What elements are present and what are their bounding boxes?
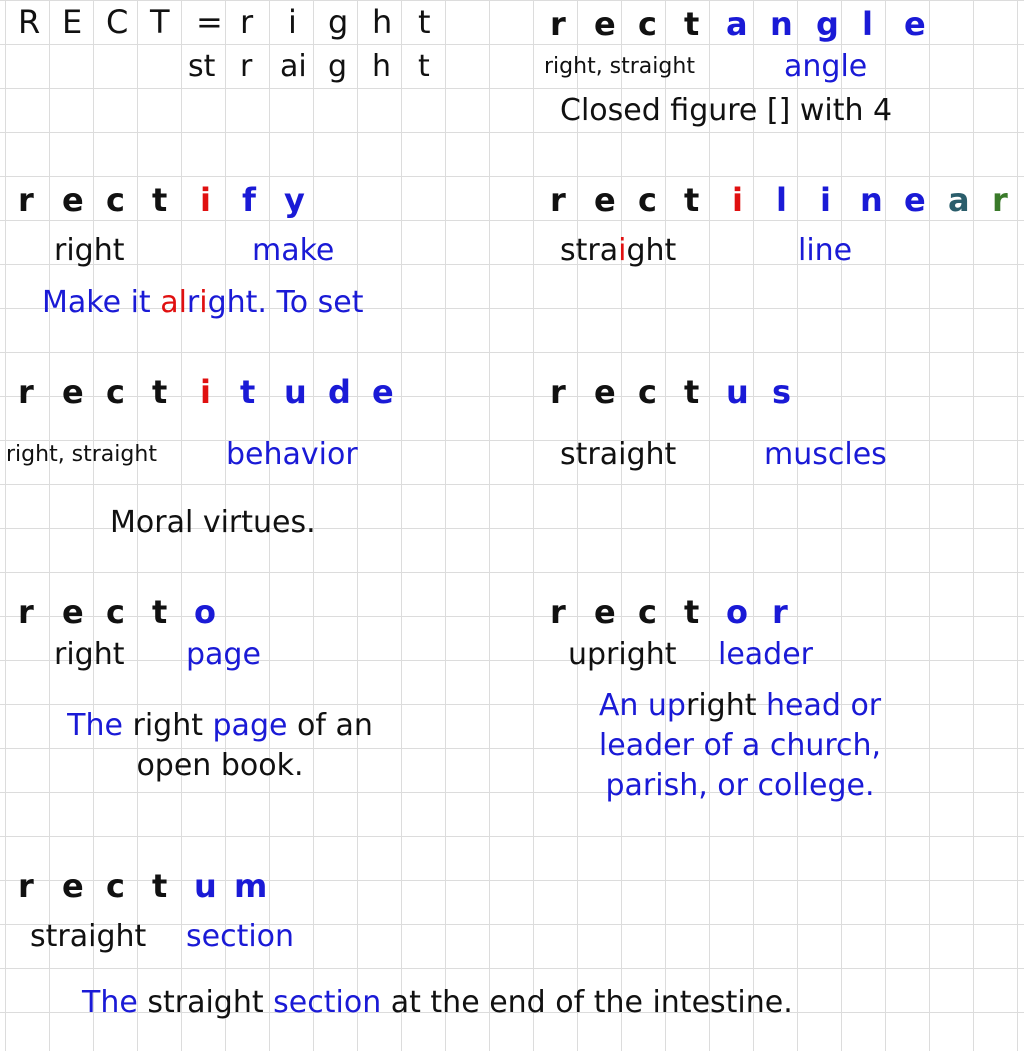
letter: t [684,181,700,219]
gloss-left: right [54,637,125,672]
letter: o [194,593,216,631]
definition-part: right [685,688,757,723]
definition-part: The [82,985,148,1020]
letter: t [684,593,700,631]
letter: e [372,373,394,411]
letter: e [62,867,84,905]
definition-part: r [186,285,200,320]
letter: i [200,181,211,219]
definition-part: The [67,708,133,743]
letter: t [152,181,168,219]
gloss-left: right, straight [544,54,695,79]
letter: c [638,373,657,411]
letter: o [726,593,748,631]
gloss-left: right, straight [6,442,157,467]
word-rector [0,593,1024,632]
letter: r [18,867,34,905]
letter: l [776,181,787,219]
letter-group: t [418,49,430,84]
definition-part: straight [147,985,274,1020]
letter: r [772,593,788,631]
gloss-part: ght [626,233,677,268]
letter: e [62,373,84,411]
gloss-left: straight [30,919,147,954]
definition [82,985,793,1020]
gloss-right: muscles [764,437,887,472]
letter: i [200,373,211,411]
letter: r [550,5,566,43]
gloss-right: leader [718,637,814,672]
letter: n [770,5,793,43]
word-rectangle [0,3,1024,44]
gloss-right: section [186,919,295,954]
word-rectus [0,373,1024,412]
gloss-part: stra [560,233,619,268]
gloss-right: make [252,233,335,268]
definition [30,706,410,786]
letter: a [948,181,970,219]
letter: c [638,181,657,219]
letter: r [18,373,34,411]
letter: r [240,3,254,41]
letter: t [152,593,168,631]
gloss-left: straight [560,437,677,472]
letter: r [550,181,566,219]
letter: f [242,181,256,219]
letter: i [820,181,831,219]
definition-part: An up [598,688,686,723]
letter: e [904,181,926,219]
letter-group: r [240,49,253,84]
letter: l [862,5,873,43]
letter: e [594,181,616,219]
letter: r [550,593,566,631]
gloss-part: i [618,233,627,268]
letter: c [638,5,657,43]
gloss-left: upright [568,637,677,672]
letter: a [726,5,748,43]
gloss-right: page [186,637,261,672]
letter: t [152,373,168,411]
letter-group: ai [280,49,307,84]
letter: c [106,181,125,219]
definition-part: Make it [42,285,161,320]
gloss-right: behavior [226,437,358,472]
definition-part: i [199,285,208,320]
letter: e [62,593,84,631]
letter: n [860,181,883,219]
letter: r [992,181,1008,219]
definition: Closed figure [] with 4 [560,93,893,128]
definition-part: head or [756,688,882,723]
letter: e [594,593,616,631]
gloss-left: right [54,233,125,268]
letter: e [594,5,616,43]
definition-part: right [132,708,213,743]
letter: s [772,373,792,411]
gloss-right: angle [784,49,868,84]
letter: i [288,3,297,41]
letter: y [284,181,305,219]
definition [42,285,364,320]
definition-part: at the end of the intestine. [381,985,793,1020]
letter: e [62,181,84,219]
letter: T [150,3,170,41]
definition-part: ght. To set [207,285,364,320]
letter: t [684,373,700,411]
letter: h [372,3,393,41]
letter: r [18,593,34,631]
letter: t [240,373,256,411]
letter-group: st [188,49,216,84]
letter: c [106,867,125,905]
letter: c [106,373,125,411]
definition-line: leader of a church, [598,728,882,763]
letter: e [594,373,616,411]
letter: c [638,593,657,631]
definition: Moral virtues. [110,505,316,540]
definition-part: page [212,708,288,743]
letter: g [328,3,349,41]
letter: C [106,3,129,41]
letter: R [18,3,41,41]
letter: i [732,181,743,219]
letter: c [106,593,125,631]
letter: m [234,867,268,905]
letter: r [550,373,566,411]
definition [560,686,920,806]
letter: t [152,867,168,905]
letter: E [62,3,83,41]
letter: u [726,373,749,411]
definition-part: of an [287,708,373,743]
letter-group: h [372,49,392,84]
straight-breakdown [0,49,460,88]
word-rectum [0,867,520,906]
letter: g [816,5,839,43]
letter-group: g [328,49,348,84]
letter: u [194,867,217,905]
letter: = [196,3,223,41]
definition-part: section [273,985,382,1020]
letter: e [904,5,926,43]
letter: t [418,3,431,41]
letter: r [18,181,34,219]
letter: d [328,373,351,411]
definition-line: open book. [136,748,304,783]
word-rectilinear [0,181,1024,220]
letter: t [684,5,700,43]
letter: u [284,373,307,411]
definition-line: parish, or college. [605,768,875,803]
gloss-right: line [798,233,853,268]
definition-part: al [160,285,187,320]
gloss-left [560,233,677,268]
